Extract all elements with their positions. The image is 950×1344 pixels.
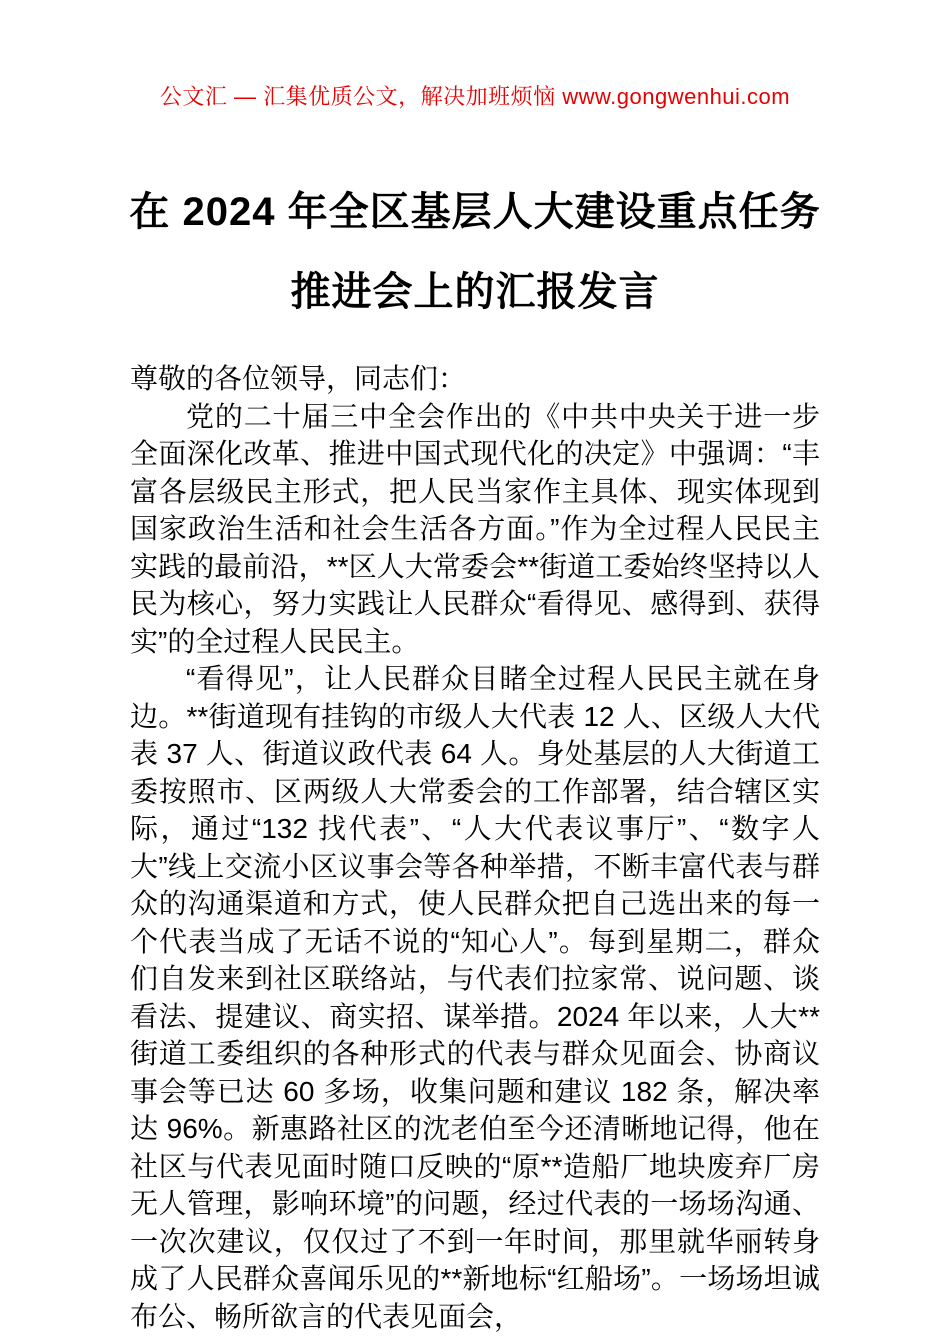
paragraph-salutation: 尊敬的各位领导，同志们： [130,363,467,394]
document-title: 在 2024 年全区基层人大建设重点任务推进会上的汇报发言 [129,190,821,314]
document-body [130,360,820,1335]
paragraph-kandejian: “看得见”，让人民群众目睹全过程人民民主就在身边。**街道现有挂钩的市级人大代表 12 人、区级人大代表 37 人、街道议政代表 64 人。身处基层的人大街道工委按照市、区两级人大常委会的工作部署，结合辖区实际，通过“132 找代表”、“人大代表议事厅”、“数字人大”线上交流小区议事会等各种举措，不断丰富代表与群众的沟通渠道和方式，使人民群众把自己选出来的每一个代表当成了无话不说的“知心人”。每到星期二，群众们自发来到社区联络站，与代表们拉家常、说问题、谈看法、提建议、商实招、谋举措。2024 年以来，人大**街道工委组织的各种形式的代表与群众见面会、协商议事会等已达 60 多场，收集问题和建议 182 条，解决率达 96%。新惠路社区的沈老伯至今还清晰地记得，他在社区与代表见面时随口反映的“原**造船厂地块废弃厂房无人管理，影响环境”的问题，经过代表的一场场沟通、一次次建议，仅仅过了不到一年时间，那里就华丽转身成了人民群众喜闻乐见的**新地标“红船场”。一场场坦诚布公、畅所欲言的代表见面会， [130,663,820,1332]
site-banner: 公文汇 — 汇集优质公文，解决加班烦恼 www.gongwenhui.com [159,84,791,109]
paragraph-intro: 党的二十届三中全会作出的《中共中央关于进一步全面深化改革、推进中国式现代化的决定》中强调：“丰富各层级民主形式，把人民当家作主具体、现实体现到国家政治生活和社会生活各方面。”作为全过程人民民主实践的最前沿，**区人大常委会**街道工委始终坚持以人民为核心，努力实践让人民群众“看得见、感得到、获得实”的全过程人民民主。 [130,400,820,657]
